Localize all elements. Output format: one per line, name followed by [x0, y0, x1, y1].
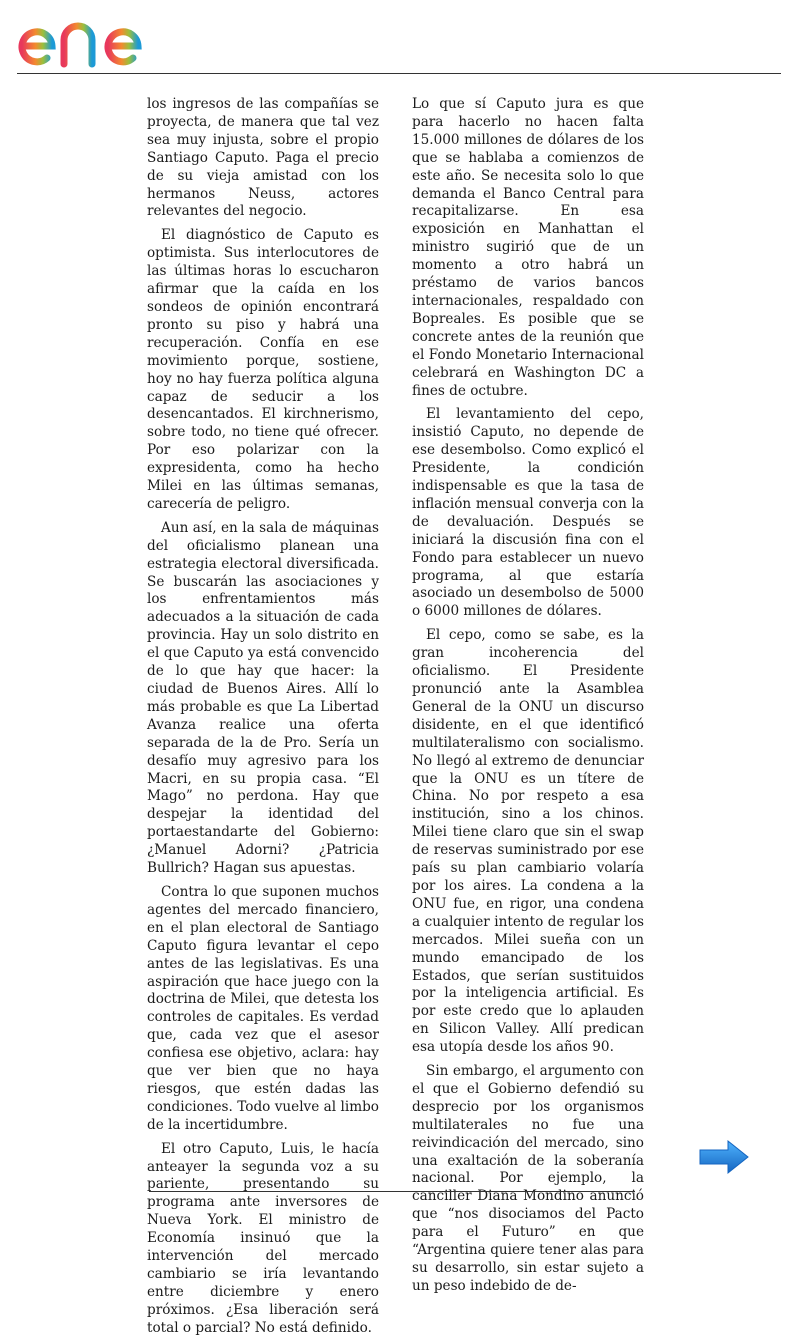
paragraph: El levantamiento del cepo, insistió Caputo, no depende de ese desembolso. Como explicó el Presidente, la condición indispensable es que la tasa de inflación mensual converja con la de devaluación. Después se iniciará la discusión fina con el Fondo para establecer un nuevo programa, al que estaría asociado un desembolso de 5000 o 6000 millones de dólares. — [412, 406, 644, 620]
arrow-right-icon — [698, 1139, 750, 1175]
next-page-button[interactable] — [698, 1139, 750, 1175]
paragraph: El otro Caputo, Luis, le hacía anteayer la segunda voz a su pariente, presentando su programa ante inversores de Nueva York. El ministro de Economía insinuó que la intervención del mercado cambiario se iría levantando entre diciembre y enero próximos. ¿Esa liberación será total o parcial? No está definido. — [147, 1140, 379, 1336]
footer-divider — [149, 1191, 635, 1192]
paragraph: El cepo, como se sabe, es la gran incoherencia del oficialismo. El Presidente pronunció ante la Asamblea General de la ONU un discurso disidente, en el que identificó multilateralismo con socialismo. No llegó al extremo de denunciar que la ONU es un títere de China. No por respeto a esa institución, sino a los chinos. Milei tiene claro que sin el swap de reservas suministrado por ese país su plan cambiario volaría por los aires. La condena a la ONU fue, en rigor, una condena a cualquier intento de regular los mercados. Milei sueña con un mundo emancipado de los Estados, que serían sustituidos por la inteligencia artificial. Es por este credo que lo aplauden en Silicon Valley. Allí predican esa utopía desde los años 90. — [412, 627, 644, 1056]
paragraph: Sin embargo, el argumento con el que el Gobierno defendió su desprecio por los organismos multilaterales no fue una reivindicación del mercado, sino una exaltación de la soberanía nacional. Por ejemplo, la canciller Diana Mondino anunció que “nos disociamos del Pacto para el Futuro” en que “Argentina quiere tener alas para su desarrollo, sin estar sujeto a un peso indebido de de- — [412, 1063, 644, 1294]
paragraph: El diagnóstico de Caputo es optimista. Sus interlocutores de las últimas horas lo escucharon afirmar que la caída en los sondeos de opinión encontrará pronto su piso y habrá una recuperación. Confía en ese movimiento porque, sostiene, hoy no hay fuerza política alguna capaz de seducir a los desencantados. El kirchnerismo, sobre todo, no tiene qué ofrecer. Por eso polarizar con la expresidenta, como ha hecho Milei en las últimas semanas, carecería de peligro. — [147, 227, 379, 512]
article-column-left — [147, 96, 379, 1338]
paragraph: Contra lo que suponen muchos agentes del mercado financiero, en el plan electoral de Santiago Caputo figura levantar el cepo antes de las legislativas. Es una aspiración que hace juego con la doctrina de Milei, que detesta los controles de capitales. Es verdad que, cada vez que el asesor confiesa ese objetivo, aclara: hay que ver bien que no haya riesgos, que estén dadas las condiciones. Todo vuelve al limbo de la incertidumbre. — [147, 883, 379, 1133]
paragraph: los ingresos de las compañías se proyecta, de manera que tal vez sea muy injusta, sobre el propio Santiago Caputo. Paga el precio de su vieja amistad con los hermanos Neuss, actores relevantes del negocio. — [147, 96, 379, 220]
enel-logo — [14, 8, 184, 70]
paragraph: Lo que sí Caputo jura es que para hacerlo no hacen falta 15.000 millones de dólares de los que se hablaba a comienzos de este año. Se necesita solo lo que demanda el Banco Central para recapitalizarse. En esa exposición en Manhattan el ministro sugirió que de un momento a otro habrá un préstamo de varios bancos internacionales, respaldado con Bopreales. Es posible que se concrete antes de la reunión que el Fondo Monetario Internacional celebrará en Washington DC a fines de octubre. — [412, 96, 644, 399]
article-column-right — [412, 96, 644, 1296]
header-divider — [17, 73, 781, 74]
paragraph: Aun así, en la sala de máquinas del oficialismo planean una estrategia electoral diversificada. Se buscarán las asociaciones y los enfrentamientos más adecuados a la situación de cada provincia. Hay un solo distrito en el que Caputo ya está convencido de lo que hay que hacer: la ciudad de Buenos Aires. Allí lo más probable es que La Libertad Avanza realice una oferta separada de la de Pro. Sería un desafío muy agresivo para los Macri, en su propia casa. “El Mago” no perdona. Hay que despejar la identidad del portaestandarte del Gobierno: ¿Manuel Adorni? ¿Patricia Bullrich? Hagan sus apuestas. — [147, 519, 379, 877]
